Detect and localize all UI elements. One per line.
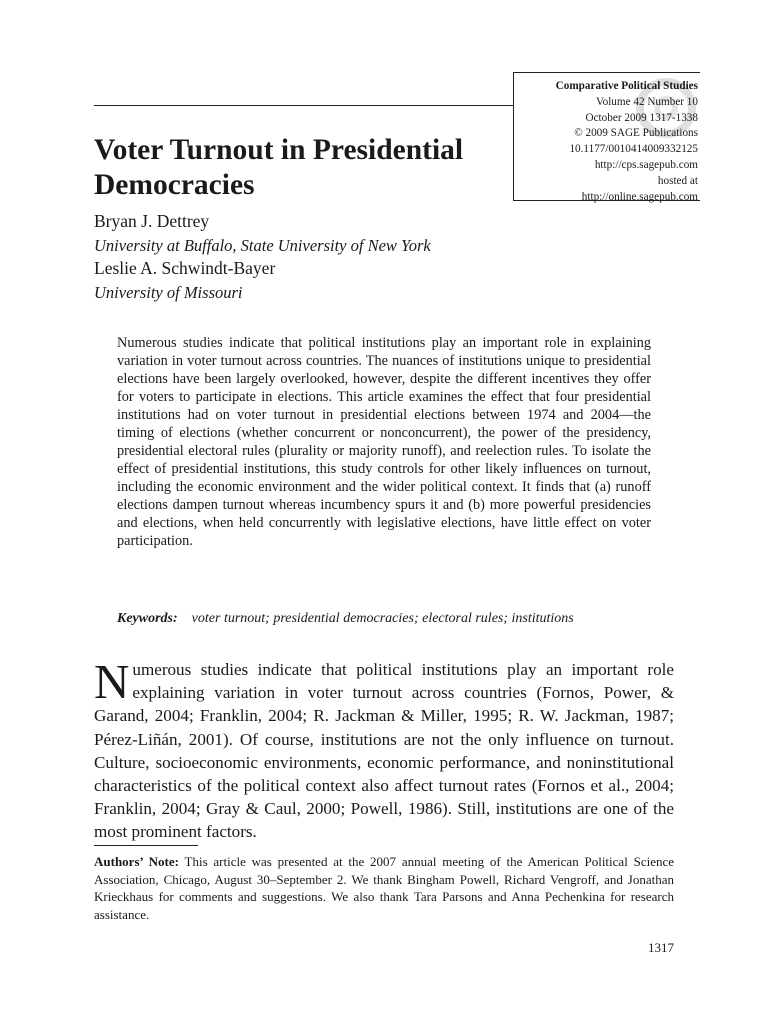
journal-name: Comparative Political Studies [555,80,698,92]
abstract: Numerous studies indicate that political institutions play an important role in explaining variation in voter turnout across countries. The nuances of institutions unique to presidential elections have been largely overlooked, however, despite the different incentives they offer for voters to participate in elections. This article examines the effect that four presidential institutions had on voter turnout in presidential elections between 1974 and 2004—the timing of elections (whether concurrent or nonconcurrent), the power of the presidency, presidential electoral rules (plurality or majority runoff), and reelection rules. To isolate the effect of presidential institutions, this study controls for other likely influences on turnout, including the economic environment and the wider political context. It finds that (a) runoff elections dampen turnout whereas incumbency spurs it and (b) more powerful presidencies and elections, when held concurrently with legislative elections, have little effect on voter participation. [117,335,651,549]
authors-note-label: Authors’ Note: [94,854,179,869]
author-block [94,210,431,304]
journal-url-link[interactable]: http://cps.sagepub.com [594,158,698,171]
journal-hosted-label: hosted at [657,174,698,187]
authors-note [94,853,674,923]
page-number: 1317 [648,940,674,955]
body-text: umerous studies indicate that political institutions play an important role explaining variation in voter turnout across countries (Fornos, Power, & Garand, 2004; Franklin, 2004; R. Jackman & Miller, 1995; R. W. Jackman, 1987; Pérez-Liñán, 2001). Of course, institutions are not the only influence on turnout. Culture, socioeconomic environments, economic performance, and noninstitutional characteristics of the political context also affect turnout rates (Fornos et al., 2004; Franklin, 2004; Gray & Caul, 2000; Powell, 1986). Still, institutions are one of the most prominent factors. [94,660,674,842]
journal-host-url-link[interactable]: http://online.sagepub.com [581,190,698,203]
author-affiliation-2: University of Missouri [94,282,243,302]
journal-date-pages: October 2009 1317-1338 [585,111,698,124]
journal-doi: 10.1177/0010414009332125 [569,143,698,156]
author-affiliation-1: University at Buffalo, State University of New York [94,235,431,255]
keywords [117,611,677,627]
journal-copyright: © 2009 SAGE Publications [574,127,698,140]
article-title: Voter Turnout in Presidential Democracies [94,134,464,201]
author-name-2: Leslie A. Schwindt-Bayer [94,258,276,278]
journal-volume: Volume 42 Number 10 [595,95,698,108]
header-rule [94,105,513,106]
author-name-1: Bryan J. Dettrey [94,211,210,231]
body-paragraph [94,654,674,844]
keywords-label: Keywords: [117,611,178,626]
footnote-rule [94,845,198,846]
drop-cap: N [94,654,130,709]
journal-info [498,79,698,205]
keywords-list: voter turnout; presidential democracies; electoral rules; institutions [191,611,574,626]
authors-note-text: This article was presented at the 2007 annual meeting of the American Political Science Association, Chicago, August 30–September 2. We thank Bingham Powell, Richard Vengroff, and Jonathan Krieckhaus for comments and suggestions. We also thank Tara Parsons and Anna Pechenkina for research assistance. [94,854,675,922]
